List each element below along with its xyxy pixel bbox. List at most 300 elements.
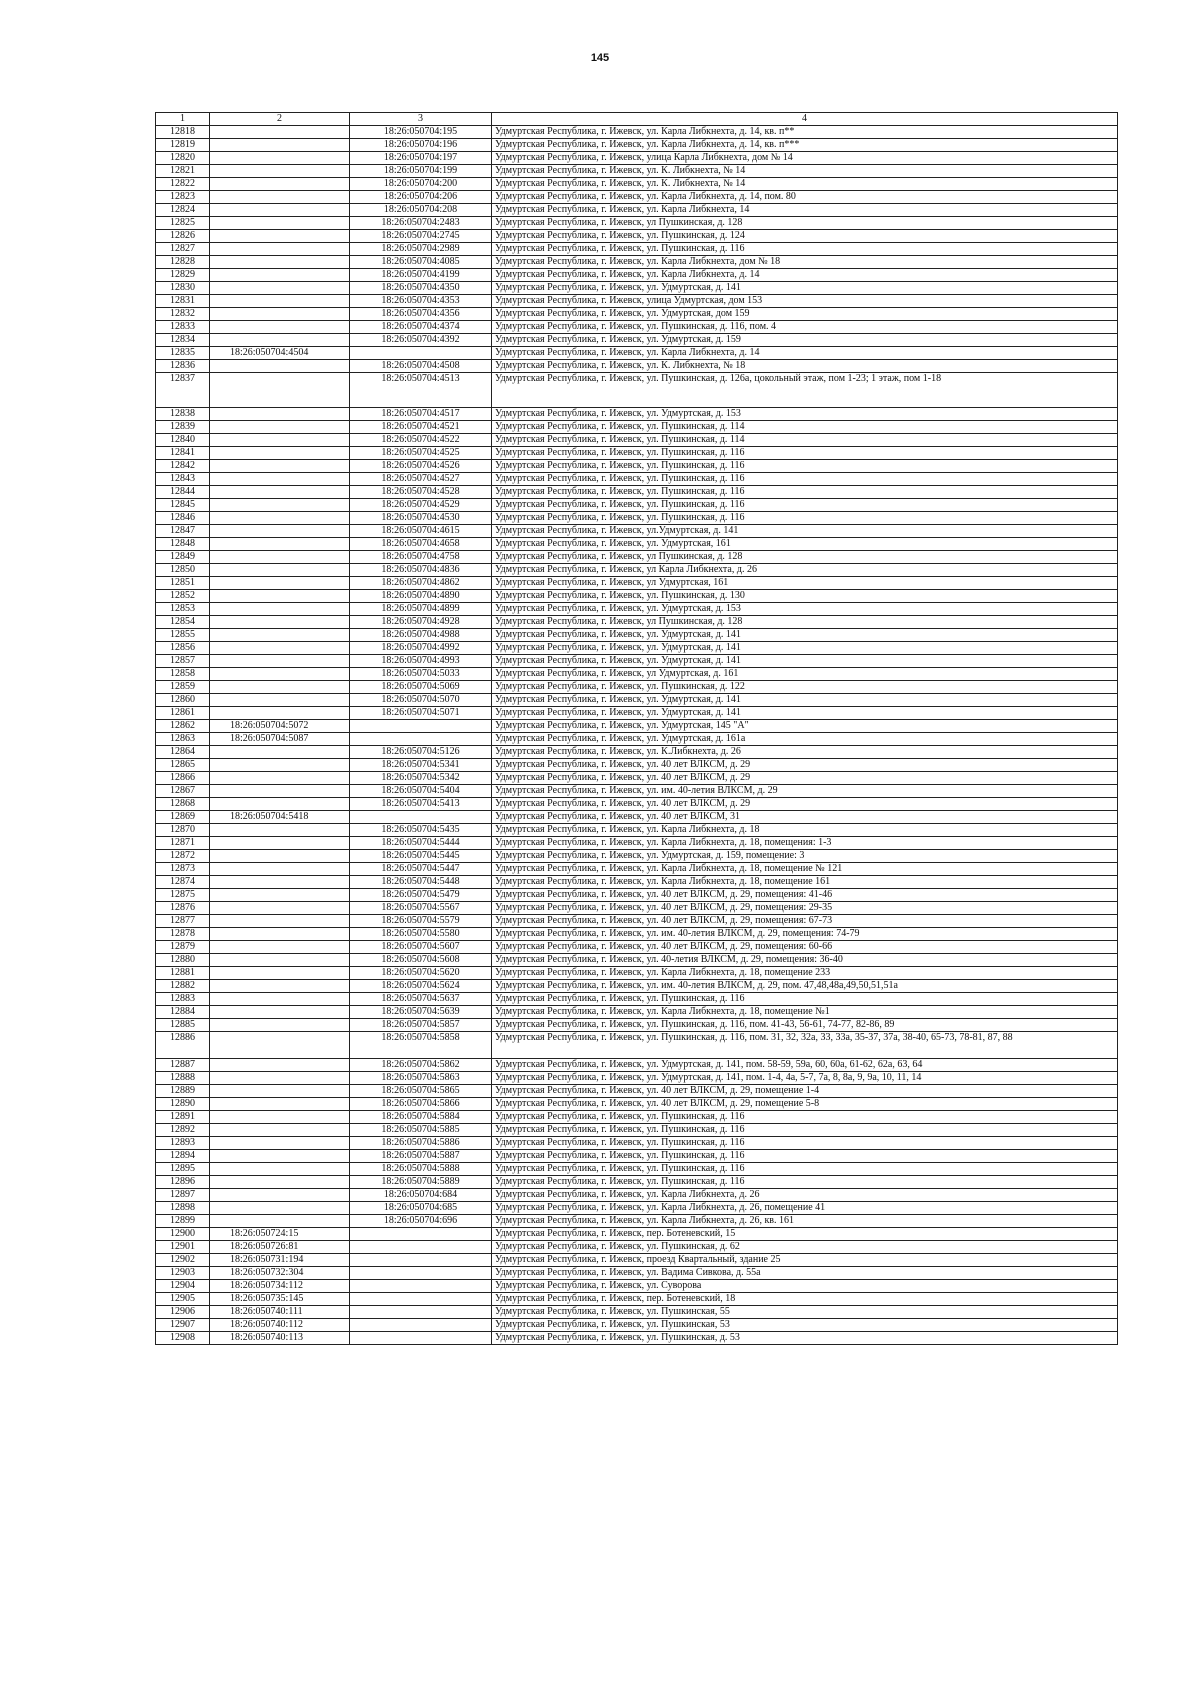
cadastral-number-cell bbox=[210, 759, 350, 772]
table-row bbox=[156, 1059, 1118, 1072]
table-row bbox=[156, 447, 1118, 460]
row-number-cell: 12829 bbox=[156, 269, 210, 282]
cadastral-number-cell: 18:26:050704:4899 bbox=[350, 603, 492, 616]
cadastral-number-cell bbox=[210, 941, 350, 954]
cadastral-number-cell: 18:26:050704:4085 bbox=[350, 256, 492, 269]
row-number-cell: 12824 bbox=[156, 204, 210, 217]
cadastral-number-cell bbox=[350, 733, 492, 746]
cadastral-number-cell bbox=[210, 1019, 350, 1032]
table-row bbox=[156, 1124, 1118, 1137]
table-row bbox=[156, 512, 1118, 525]
address-cell: Удмуртская Республика, г. Ижевск, ул. Удмуртская, д. 141 bbox=[492, 707, 1118, 720]
row-number-cell: 12826 bbox=[156, 230, 210, 243]
cadastral-number-cell bbox=[210, 204, 350, 217]
table-row bbox=[156, 486, 1118, 499]
table-row bbox=[156, 1280, 1118, 1293]
table-row bbox=[156, 1032, 1118, 1059]
address-cell: Удмуртская Республика, г. Ижевск, ул. Карла Либкнехта, д. 18, помещения: 1-3 bbox=[492, 837, 1118, 850]
cadastral-number-cell: 18:26:050704:5637 bbox=[350, 993, 492, 1006]
cadastral-number-cell: 18:26:050704:5069 bbox=[350, 681, 492, 694]
cadastral-number-cell: 18:26:050704:5070 bbox=[350, 694, 492, 707]
table-row bbox=[156, 811, 1118, 824]
row-number-cell: 12822 bbox=[156, 178, 210, 191]
cadastral-number-cell: 18:26:050704:4525 bbox=[350, 447, 492, 460]
address-cell: Удмуртская Республика, г. Ижевск, ул. Удмуртская, д. 141 bbox=[492, 642, 1118, 655]
cadastral-number-cell bbox=[210, 642, 350, 655]
column-header: 1 bbox=[156, 113, 210, 126]
address-cell: Удмуртская Республика, г. Ижевск, ул. им. 40-летия ВЛКСМ, д. 29 bbox=[492, 785, 1118, 798]
cadastral-number-cell: 18:26:050704:4526 bbox=[350, 460, 492, 473]
address-cell: Удмуртская Республика, г. Ижевск, ул. Карла Либкнехта, д. 14, кв. п** bbox=[492, 126, 1118, 139]
address-cell: Удмуртская Республика, г. Ижевск, ул. Карла Либкнехта, д. 26, кв. 161 bbox=[492, 1215, 1118, 1228]
cadastral-number-cell bbox=[210, 1085, 350, 1098]
cadastral-number-cell: 18:26:050704:4988 bbox=[350, 629, 492, 642]
table-row bbox=[156, 928, 1118, 941]
row-number-cell: 12837 bbox=[156, 373, 210, 408]
cadastral-number-cell: 18:26:050704:5607 bbox=[350, 941, 492, 954]
cadastral-number-cell bbox=[350, 1332, 492, 1345]
cadastral-number-cell bbox=[210, 334, 350, 347]
address-cell: Удмуртская Республика, г. Ижевск, ул. Карла Либкнехта, д. 18, помещение № 121 bbox=[492, 863, 1118, 876]
column-header: 4 bbox=[492, 113, 1118, 126]
address-cell: Удмуртская Республика, г. Ижевск, ул. Удмуртская, д. 141 bbox=[492, 282, 1118, 295]
address-cell: Удмуртская Республика, г. Ижевск, ул Пушкинская, д. 128 bbox=[492, 616, 1118, 629]
table-row bbox=[156, 837, 1118, 850]
cadastral-number-cell: 18:26:050704:5887 bbox=[350, 1150, 492, 1163]
table-row bbox=[156, 1215, 1118, 1228]
cadastral-number-cell: 18:26:050704:5862 bbox=[350, 1059, 492, 1072]
row-number-cell: 12888 bbox=[156, 1072, 210, 1085]
address-cell: Удмуртская Республика, г. Ижевск, ул. Пушкинская, д. 116 bbox=[492, 473, 1118, 486]
row-number-cell: 12871 bbox=[156, 837, 210, 850]
cadastral-number-cell: 18:26:050704:4528 bbox=[350, 486, 492, 499]
address-cell: Удмуртская Республика, г. Ижевск, ул. Пушкинская, д. 116 bbox=[492, 1137, 1118, 1150]
row-number-cell: 12867 bbox=[156, 785, 210, 798]
row-number-cell: 12868 bbox=[156, 798, 210, 811]
row-number-cell: 12828 bbox=[156, 256, 210, 269]
row-number-cell: 12825 bbox=[156, 217, 210, 230]
cadastral-number-cell bbox=[210, 551, 350, 564]
cadastral-number-cell bbox=[210, 269, 350, 282]
table-row bbox=[156, 373, 1118, 408]
cadastral-number-cell: 18:26:050704:4199 bbox=[350, 269, 492, 282]
row-number-cell: 12887 bbox=[156, 1059, 210, 1072]
row-number-cell: 12908 bbox=[156, 1332, 210, 1345]
table-row bbox=[156, 360, 1118, 373]
cadastral-number-cell bbox=[210, 577, 350, 590]
row-number-cell: 12854 bbox=[156, 616, 210, 629]
cadastral-number-cell bbox=[350, 1293, 492, 1306]
cadastral-number-cell: 18:26:050740:113 bbox=[210, 1332, 350, 1345]
table-body bbox=[156, 126, 1118, 1345]
row-number-cell: 12862 bbox=[156, 720, 210, 733]
cadastral-number-cell bbox=[210, 603, 350, 616]
address-cell: Удмуртская Республика, г. Ижевск, ул. Карла Либкнехта, 14 bbox=[492, 204, 1118, 217]
table-row bbox=[156, 1137, 1118, 1150]
cadastral-number-cell bbox=[210, 1124, 350, 1137]
address-cell: Удмуртская Республика, г. Ижевск, ул Удмуртская, 161 bbox=[492, 577, 1118, 590]
table-row bbox=[156, 243, 1118, 256]
cadastral-number-cell bbox=[210, 980, 350, 993]
row-number-cell: 12885 bbox=[156, 1019, 210, 1032]
address-cell: Удмуртская Республика, г. Ижевск, ул. Карла Либкнехта, д. 18, помещение №1 bbox=[492, 1006, 1118, 1019]
row-number-cell: 12863 bbox=[156, 733, 210, 746]
table-row bbox=[156, 694, 1118, 707]
address-cell: Удмуртская Республика, г. Ижевск, ул.Удмуртская, д. 141 bbox=[492, 525, 1118, 538]
cadastral-number-cell: 18:26:050704:2745 bbox=[350, 230, 492, 243]
table-row bbox=[156, 1267, 1118, 1280]
address-cell: Удмуртская Республика, г. Ижевск, ул. 40-летия ВЛКСМ, д. 29, помещения: 36-40 bbox=[492, 954, 1118, 967]
cadastral-number-cell: 18:26:050704:5580 bbox=[350, 928, 492, 941]
row-number-cell: 12879 bbox=[156, 941, 210, 954]
row-number-cell: 12844 bbox=[156, 486, 210, 499]
table-row bbox=[156, 408, 1118, 421]
table-row bbox=[156, 295, 1118, 308]
cadastral-number-cell bbox=[210, 1006, 350, 1019]
address-cell: Удмуртская Республика, г. Ижевск, ул. 40 лет ВЛКСМ, д. 29, помещения: 29-35 bbox=[492, 902, 1118, 915]
table-row bbox=[156, 863, 1118, 876]
cadastral-number-cell: 18:26:050726:81 bbox=[210, 1241, 350, 1254]
address-cell: Удмуртская Республика, г. Ижевск, ул. Карла Либкнехта, д. 18 bbox=[492, 824, 1118, 837]
address-cell: Удмуртская Республика, г. Ижевск, ул. Удмуртская, д. 159, помещение: 3 bbox=[492, 850, 1118, 863]
cadastral-number-cell bbox=[210, 1215, 350, 1228]
row-number-cell: 12870 bbox=[156, 824, 210, 837]
address-cell: Удмуртская Республика, г. Ижевск, ул. Карла Либкнехта, д. 18, помещение 161 bbox=[492, 876, 1118, 889]
address-cell: Удмуртская Республика, г. Ижевск, ул. Удмуртская, 145 "А" bbox=[492, 720, 1118, 733]
cadastral-number-cell: 18:26:050731:194 bbox=[210, 1254, 350, 1267]
cadastral-number-cell: 18:26:050704:5448 bbox=[350, 876, 492, 889]
cadastral-number-cell bbox=[210, 746, 350, 759]
address-cell: Удмуртская Республика, г. Ижевск, ул. 40 лет ВЛКСМ, д. 29, помещение 1-4 bbox=[492, 1085, 1118, 1098]
cadastral-number-cell bbox=[210, 243, 350, 256]
address-cell: Удмуртская Республика, г. Ижевск, ул. Пушкинская, д. 114 bbox=[492, 434, 1118, 447]
cadastral-number-cell: 18:26:050724:15 bbox=[210, 1228, 350, 1241]
table-row bbox=[156, 256, 1118, 269]
row-number-cell: 12864 bbox=[156, 746, 210, 759]
address-cell: Удмуртская Республика, г. Ижевск, ул. Пушкинская, д. 122 bbox=[492, 681, 1118, 694]
cadastral-number-cell bbox=[210, 1098, 350, 1111]
cadastral-number-cell: 18:26:050704:2483 bbox=[350, 217, 492, 230]
cadastral-number-cell bbox=[210, 876, 350, 889]
row-number-cell: 12842 bbox=[156, 460, 210, 473]
cadastral-number-cell: 18:26:050704:200 bbox=[350, 178, 492, 191]
cadastral-number-cell: 18:26:050704:5435 bbox=[350, 824, 492, 837]
cadastral-number-cell bbox=[210, 1137, 350, 1150]
table-row bbox=[156, 1163, 1118, 1176]
table-row bbox=[156, 434, 1118, 447]
row-number-cell: 12892 bbox=[156, 1124, 210, 1137]
cadastral-number-cell: 18:26:050704:4350 bbox=[350, 282, 492, 295]
cadastral-number-cell bbox=[210, 460, 350, 473]
address-cell: Удмуртская Республика, г. Ижевск, ул. Пушкинская, 53 bbox=[492, 1319, 1118, 1332]
cadastral-number-cell bbox=[210, 850, 350, 863]
address-cell: Удмуртская Республика, г. Ижевск, пер. Ботеневский, 18 bbox=[492, 1293, 1118, 1306]
cadastral-number-cell: 18:26:050704:5857 bbox=[350, 1019, 492, 1032]
cadastral-number-cell: 18:26:050704:5579 bbox=[350, 915, 492, 928]
table-row bbox=[156, 126, 1118, 139]
cadastral-number-cell bbox=[210, 538, 350, 551]
table-row bbox=[156, 1228, 1118, 1241]
table-row bbox=[156, 551, 1118, 564]
table-row bbox=[156, 473, 1118, 486]
address-cell: Удмуртская Республика, г. Ижевск, ул. Пушкинская, д. 116, пом. 41-43, 56-61, 74-77, 82-86, 89 bbox=[492, 1019, 1118, 1032]
address-cell: Удмуртская Республика, г. Ижевск, ул. Суворова bbox=[492, 1280, 1118, 1293]
row-number-cell: 12865 bbox=[156, 759, 210, 772]
address-cell: Удмуртская Республика, г. Ижевск, ул. Вадима Сивкова, д. 55а bbox=[492, 1267, 1118, 1280]
cadastral-number-cell bbox=[210, 798, 350, 811]
cadastral-number-cell bbox=[210, 434, 350, 447]
address-cell: Удмуртская Республика, г. Ижевск, ул. Карла Либкнехта, дом № 18 bbox=[492, 256, 1118, 269]
cadastral-number-cell bbox=[210, 629, 350, 642]
address-cell: Удмуртская Республика, г. Ижевск, ул. 40 лет ВЛКСМ, д. 29 bbox=[492, 772, 1118, 785]
cadastral-number-cell bbox=[210, 191, 350, 204]
table-row bbox=[156, 941, 1118, 954]
row-number-cell: 12832 bbox=[156, 308, 210, 321]
row-number-cell: 12849 bbox=[156, 551, 210, 564]
cadastral-number-cell bbox=[210, 308, 350, 321]
table-row bbox=[156, 1085, 1118, 1098]
row-number-cell: 12860 bbox=[156, 694, 210, 707]
cadastral-number-cell: 18:26:050740:112 bbox=[210, 1319, 350, 1332]
row-number-cell: 12830 bbox=[156, 282, 210, 295]
table-row bbox=[156, 850, 1118, 863]
row-number-cell: 12851 bbox=[156, 577, 210, 590]
table-row bbox=[156, 1254, 1118, 1267]
cadastral-number-cell: 18:26:050704:5444 bbox=[350, 837, 492, 850]
cadastral-number-cell bbox=[210, 408, 350, 421]
cadastral-number-cell: 18:26:050704:5413 bbox=[350, 798, 492, 811]
table-row bbox=[156, 347, 1118, 360]
table-row bbox=[156, 1176, 1118, 1189]
row-number-cell: 12890 bbox=[156, 1098, 210, 1111]
cadastral-number-cell bbox=[210, 256, 350, 269]
row-number-cell: 12905 bbox=[156, 1293, 210, 1306]
page-number: 145 bbox=[590, 52, 610, 64]
table-row bbox=[156, 1019, 1118, 1032]
table-row bbox=[156, 616, 1118, 629]
table-header-row bbox=[156, 113, 1118, 126]
row-number-cell: 12833 bbox=[156, 321, 210, 334]
address-cell: Удмуртская Республика, г. Ижевск, ул. 40 лет ВЛКСМ, д. 29 bbox=[492, 759, 1118, 772]
row-number-cell: 12901 bbox=[156, 1241, 210, 1254]
cadastral-number-cell bbox=[210, 902, 350, 915]
address-cell: Удмуртская Республика, г. Ижевск, ул. Пушкинская, д. 116 bbox=[492, 1111, 1118, 1124]
row-number-cell: 12859 bbox=[156, 681, 210, 694]
address-cell: Удмуртская Республика, г. Ижевск, ул. Пушкинская, д. 116 bbox=[492, 243, 1118, 256]
address-cell: Удмуртская Республика, г. Ижевск, ул Пушкинская, д. 128 bbox=[492, 217, 1118, 230]
table-row bbox=[156, 954, 1118, 967]
cadastral-number-cell: 18:26:050704:5620 bbox=[350, 967, 492, 980]
cadastral-number-cell: 18:26:050704:5087 bbox=[210, 733, 350, 746]
cadastral-number-cell bbox=[210, 473, 350, 486]
column-header: 2 bbox=[210, 113, 350, 126]
address-cell: Удмуртская Республика, г. Ижевск, ул. Пушкинская, д. 116 bbox=[492, 1150, 1118, 1163]
cadastral-number-cell: 18:26:050704:4658 bbox=[350, 538, 492, 551]
row-number-cell: 12819 bbox=[156, 139, 210, 152]
table-row bbox=[156, 993, 1118, 1006]
row-number-cell: 12847 bbox=[156, 525, 210, 538]
address-cell: Удмуртская Республика, г. Ижевск, ул. Удмуртская, д. 141 bbox=[492, 629, 1118, 642]
table-row bbox=[156, 759, 1118, 772]
address-cell: Удмуртская Республика, г. Ижевск, ул. Пушкинская, д. 116 bbox=[492, 1176, 1118, 1189]
table-row bbox=[156, 178, 1118, 191]
row-number-cell: 12894 bbox=[156, 1150, 210, 1163]
table-row bbox=[156, 139, 1118, 152]
table-row bbox=[156, 152, 1118, 165]
table-row bbox=[156, 707, 1118, 720]
address-cell: Удмуртская Республика, г. Ижевск, ул. Карла Либкнехта, д. 18, помещение 233 bbox=[492, 967, 1118, 980]
cadastral-number-cell: 18:26:050704:5404 bbox=[350, 785, 492, 798]
address-cell: Удмуртская Республика, г. Ижевск, ул. Карла Либкнехта, д. 26, помещение 41 bbox=[492, 1202, 1118, 1215]
cadastral-number-cell: 18:26:050735:145 bbox=[210, 1293, 350, 1306]
row-number-cell: 12843 bbox=[156, 473, 210, 486]
table-row bbox=[156, 733, 1118, 746]
cadastral-number-cell bbox=[210, 824, 350, 837]
row-number-cell: 12848 bbox=[156, 538, 210, 551]
cadastral-number-cell bbox=[210, 139, 350, 152]
cadastral-number-cell bbox=[210, 165, 350, 178]
row-number-cell: 12904 bbox=[156, 1280, 210, 1293]
row-number-cell: 12902 bbox=[156, 1254, 210, 1267]
address-cell: Удмуртская Республика, г. Ижевск, ул. Пушкинская, д. 116 bbox=[492, 1163, 1118, 1176]
cadastral-number-cell bbox=[210, 655, 350, 668]
address-cell: Удмуртская Республика, г. Ижевск, ул. К. Либкнехта, № 14 bbox=[492, 165, 1118, 178]
cadastral-number-cell: 18:26:050704:4928 bbox=[350, 616, 492, 629]
row-number-cell: 12841 bbox=[156, 447, 210, 460]
cadastral-number-cell bbox=[350, 1319, 492, 1332]
row-number-cell: 12823 bbox=[156, 191, 210, 204]
cadastral-number-cell bbox=[210, 1032, 350, 1059]
cadastral-number-cell bbox=[210, 694, 350, 707]
row-number-cell: 12831 bbox=[156, 295, 210, 308]
cadastral-number-cell: 18:26:050704:5886 bbox=[350, 1137, 492, 1150]
address-cell: Удмуртская Республика, г. Ижевск, ул Карла Либкнехта, д. 26 bbox=[492, 564, 1118, 577]
cadastral-number-cell bbox=[350, 1306, 492, 1319]
table-row bbox=[156, 785, 1118, 798]
cadastral-number-cell: 18:26:050704:684 bbox=[350, 1189, 492, 1202]
row-number-cell: 12883 bbox=[156, 993, 210, 1006]
address-cell: Удмуртская Республика, г. Ижевск, ул. К. Либкнехта, № 18 bbox=[492, 360, 1118, 373]
cadastral-number-cell bbox=[210, 360, 350, 373]
cadastral-number-cell: 18:26:050704:199 bbox=[350, 165, 492, 178]
cadastral-number-cell bbox=[210, 126, 350, 139]
row-number-cell: 12857 bbox=[156, 655, 210, 668]
row-number-cell: 12872 bbox=[156, 850, 210, 863]
cadastral-number-cell: 18:26:050704:4530 bbox=[350, 512, 492, 525]
cadastral-number-cell bbox=[210, 512, 350, 525]
address-cell: Удмуртская Республика, г. Ижевск, ул. 40 лет ВЛКСМ, д. 29, помещения: 60-66 bbox=[492, 941, 1118, 954]
row-number-cell: 12835 bbox=[156, 347, 210, 360]
address-cell: Удмуртская Республика, г. Ижевск, ул. Пушкинская, д. 116, пом. 31, 32, 32а, 33, 33а, 35-37, 37а, 38-40, 65-73, 78-81, 87, 88 bbox=[492, 1032, 1118, 1059]
address-cell: Удмуртская Республика, г. Ижевск, ул. К.Либкнехта, д. 26 bbox=[492, 746, 1118, 759]
cadastral-number-cell: 18:26:050704:2989 bbox=[350, 243, 492, 256]
table-row bbox=[156, 1072, 1118, 1085]
address-cell: Удмуртская Республика, г. Ижевск, ул. 40 лет ВЛКСМ, 31 bbox=[492, 811, 1118, 824]
cadastral-number-cell bbox=[210, 499, 350, 512]
table-row bbox=[156, 720, 1118, 733]
cadastral-number-cell bbox=[210, 564, 350, 577]
cadastral-number-cell: 18:26:050704:4529 bbox=[350, 499, 492, 512]
cadastral-number-cell bbox=[210, 863, 350, 876]
address-cell: Удмуртская Республика, г. Ижевск, ул. им. 40-летия ВЛКСМ, д. 29, помещения: 74-79 bbox=[492, 928, 1118, 941]
address-cell: Удмуртская Республика, г. Ижевск, ул. Удмуртская, д. 141, пом. 58-59, 59а, 60, 60а, 61-62, 62а, 63, 64 bbox=[492, 1059, 1118, 1072]
row-number-cell: 12884 bbox=[156, 1006, 210, 1019]
address-cell: Удмуртская Республика, г. Ижевск, ул. Пушкинская, д. 116 bbox=[492, 1124, 1118, 1137]
address-cell: Удмуртская Республика, г. Ижевск, ул. Карла Либкнехта, д. 26 bbox=[492, 1189, 1118, 1202]
row-number-cell: 12874 bbox=[156, 876, 210, 889]
cadastral-number-cell: 18:26:050704:5858 bbox=[350, 1032, 492, 1059]
cadastral-number-cell bbox=[350, 720, 492, 733]
cadastral-number-cell bbox=[210, 295, 350, 308]
row-number-cell: 12858 bbox=[156, 668, 210, 681]
row-number-cell: 12895 bbox=[156, 1163, 210, 1176]
cadastral-number-cell: 18:26:050704:206 bbox=[350, 191, 492, 204]
address-cell: Удмуртская Республика, г. Ижевск, ул. Карла Либкнехта, д. 14 bbox=[492, 269, 1118, 282]
cadastral-number-cell bbox=[210, 1202, 350, 1215]
address-cell: Удмуртская Республика, г. Ижевск, ул. Пушкинская, д. 130 bbox=[492, 590, 1118, 603]
cadastral-number-cell: 18:26:050704:5888 bbox=[350, 1163, 492, 1176]
cadastral-number-cell: 18:26:050704:4993 bbox=[350, 655, 492, 668]
table-row bbox=[156, 1293, 1118, 1306]
cadastral-number-cell bbox=[210, 421, 350, 434]
cadastral-number-cell: 18:26:050704:4862 bbox=[350, 577, 492, 590]
column-header: 3 bbox=[350, 113, 492, 126]
cadastral-number-cell bbox=[210, 152, 350, 165]
cadastral-number-cell bbox=[210, 1163, 350, 1176]
address-cell: Удмуртская Республика, г. Ижевск, ул. Пушкинская, д. 126а, цокольный этаж, пом 1-23; 1 этаж, пом 1-18 bbox=[492, 373, 1118, 408]
cadastral-number-cell: 18:26:050704:5447 bbox=[350, 863, 492, 876]
row-number-cell: 12853 bbox=[156, 603, 210, 616]
cadastral-table bbox=[155, 112, 1118, 1345]
table-row bbox=[156, 525, 1118, 538]
cadastral-number-cell: 18:26:050704:4527 bbox=[350, 473, 492, 486]
cadastral-number-cell bbox=[210, 915, 350, 928]
address-cell: Удмуртская Республика, г. Ижевск, ул Пушкинская, д. 128 bbox=[492, 551, 1118, 564]
cadastral-number-cell: 18:26:050704:5624 bbox=[350, 980, 492, 993]
table-row bbox=[156, 577, 1118, 590]
row-number-cell: 12906 bbox=[156, 1306, 210, 1319]
cadastral-number-cell: 18:26:050704:5567 bbox=[350, 902, 492, 915]
table-row bbox=[156, 230, 1118, 243]
cadastral-number-cell bbox=[210, 217, 350, 230]
address-cell: Удмуртская Республика, г. Ижевск, ул. 40 лет ВЛКСМ, д. 29, помещения: 41-46 bbox=[492, 889, 1118, 902]
cadastral-number-cell: 18:26:050704:4353 bbox=[350, 295, 492, 308]
table-row bbox=[156, 217, 1118, 230]
row-number-cell: 12889 bbox=[156, 1085, 210, 1098]
row-number-cell: 12845 bbox=[156, 499, 210, 512]
cadastral-number-cell: 18:26:050704:5866 bbox=[350, 1098, 492, 1111]
table-row bbox=[156, 1332, 1118, 1345]
cadastral-number-cell bbox=[210, 785, 350, 798]
address-cell: Удмуртская Республика, г. Ижевск, ул. К. Либкнехта, № 14 bbox=[492, 178, 1118, 191]
table-row bbox=[156, 668, 1118, 681]
cadastral-number-cell bbox=[350, 1241, 492, 1254]
address-cell: Удмуртская Республика, г. Ижевск, ул. Пушкинская, д. 124 bbox=[492, 230, 1118, 243]
cadastral-number-cell bbox=[210, 1189, 350, 1202]
table-row bbox=[156, 321, 1118, 334]
cadastral-number-cell bbox=[210, 1150, 350, 1163]
row-number-cell: 12827 bbox=[156, 243, 210, 256]
table-row bbox=[156, 165, 1118, 178]
row-number-cell: 12861 bbox=[156, 707, 210, 720]
cadastral-number-cell bbox=[210, 681, 350, 694]
address-cell: Удмуртская Республика, г. Ижевск, ул. Пушкинская, д. 62 bbox=[492, 1241, 1118, 1254]
address-cell: Удмуртская Республика, г. Ижевск, ул. Карла Либкнехта, д. 14, пом. 80 bbox=[492, 191, 1118, 204]
cadastral-number-cell: 18:26:050704:196 bbox=[350, 139, 492, 152]
row-number-cell: 12907 bbox=[156, 1319, 210, 1332]
address-cell: Удмуртская Республика, г. Ижевск, улица Удмуртская, дом 153 bbox=[492, 295, 1118, 308]
address-cell: Удмуртская Республика, г. Ижевск, улица Карла Либкнехта, дом № 14 bbox=[492, 152, 1118, 165]
